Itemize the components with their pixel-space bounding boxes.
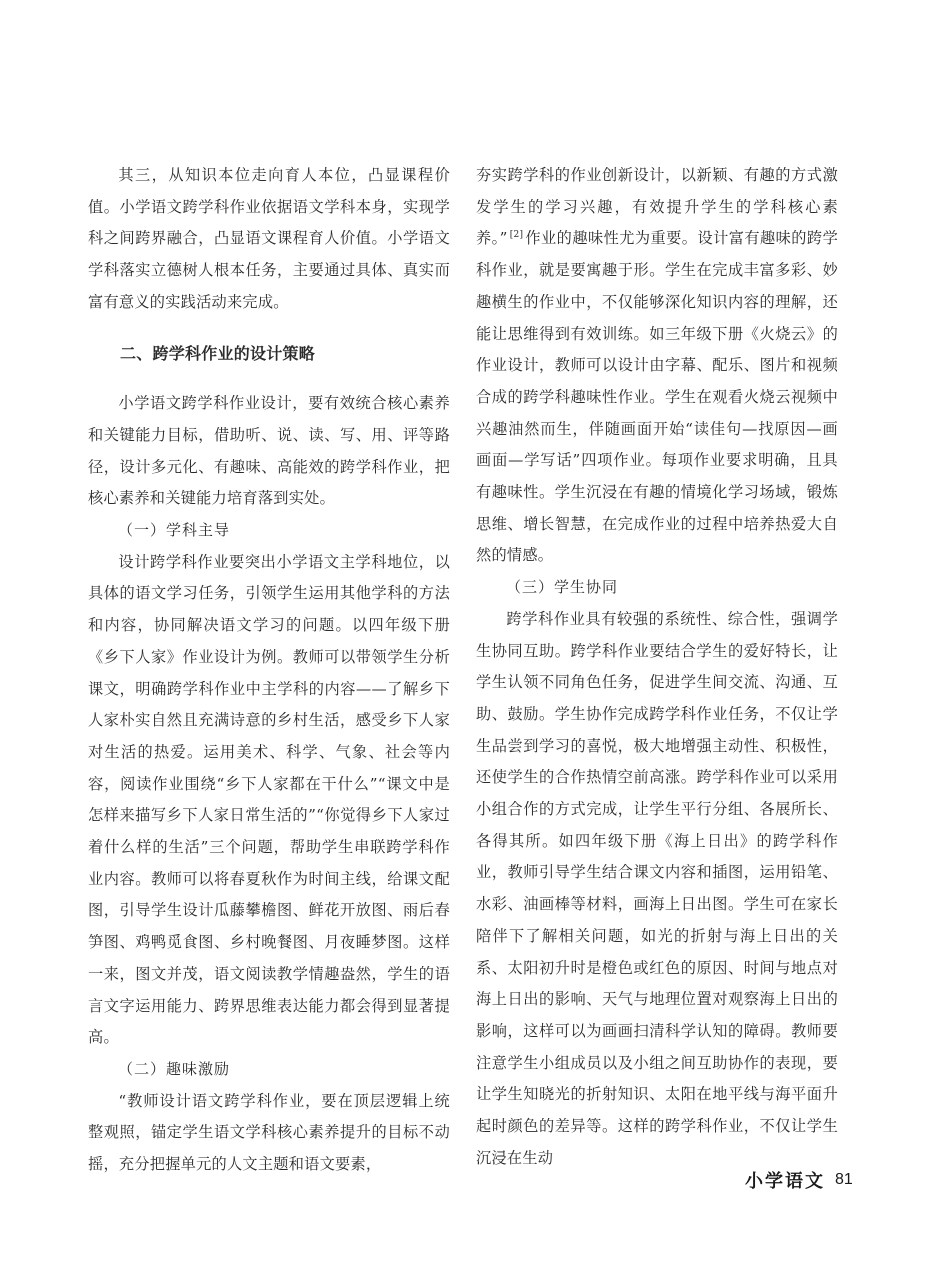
paragraph-interest-motivation-continued [476,160,838,572]
subheading-subject-led: （一）学科主导 [118,521,231,540]
text-after-reference: 作业的趣味性尤为重要。设计富有趣味的跨学科作业，就是要寓趣于形。学生在完成丰富多彩、妙趣横生的作业中，不仅能够深化知识内容的理解，还能让思维得到有效训练。如三年级下册《火烧云》的作业设计，教师可以设计由字幕、配乐、图片和视频合成的跨学科趣味性作业。学生在观看火烧云视频中兴趣油然而生，伴随画面开始“读佳句—找原因—画画面—学写话”四项作业。每项作业要求明确，且具有趣味性。学生沉浸在有趣的情境化学习场域，锻炼思维、增长智慧，在完成作业的过程中培养热爱大自然的情感。 [476,229,839,565]
right-column [476,160,838,1175]
paragraph-value-orientation: 其三，从知识本位走向育人本位，凸显课程价值。小学语文跨学科作业依据语文学科本身，实现学科之间跨界融合，凸显语文课程育人价值。小学语文学科落实立德树人根本任务，主要通过具体、真实而富有意义的实践活动来完成。 [88,166,450,311]
section-heading-design-strategy: 二、跨学科作业的设计策略 [120,343,316,363]
paragraph-subject-led: 设计跨学科作业要突出小学语文主学科地位，以具体的语文学习任务，引领学生运用其他学科的方法和内容，协同解决语文学习的问题。以四年级下册《乡下人家》作业设计为例。教师可以带领学生分析课文，明确跨学科作业中主学科的内容——了解乡下人家朴实自然且充满诗意的乡村生活，感受乡下人家对生活的热爱。运用美术、科学、气象、社会等内容，阅读作业围绕“乡下人家都在干什么”“课文中是怎样来描写乡下人家日常生活的”“你觉得乡下人家过着什么样的生活”三个问题，帮助学生串联跨学科作业内容。教师可以将春夏秋作为时间主线，给课文配图，引导学生设计瓜藤攀檐图、鲜花开放图、雨后春笋图、鸡鸭觅食图、乡村晚餐图、月夜睡梦图。这样一来，图文并茂，语文阅读教学情趣盎然，学生的语言文字运用能力、跨界思维表达能力都会得到显著提高。 [88,552,450,1047]
left-column [88,160,450,1181]
citation-reference: [2] [509,230,524,241]
text-before-reference: 夯实跨学科的作业创新设计，以新颖、有趣的方式激发学生的学习兴趣，有效提升学生的学科核心素养。” [476,166,838,248]
page-footer [745,1165,853,1195]
page-number: 81 [835,1171,853,1188]
journal-title: 小学语文 [745,1171,825,1192]
paragraph-student-collaboration: 跨学科作业具有较强的系统性、综合性，强调学生协同互助。跨学科作业要结合学生的爱好特长，让学生认领不同角色任务，促进学生间交流、沟通、互助、鼓励。学生协作完成跨学科作业任务，不仅让学生品尝到学习的喜悦，极大地增强主动性、积极性，还使学生的合作热情空前高涨。跨学科作业可以采用小组合作的方式完成，让学生平行分组、各展所长、各得其所。如四年级下册《海上日出》的跨学科作业，教师引导学生结合课文内容和插图，运用铅笔、水彩、油画棒等材料，画海上日出图。学生可在家长陪伴下了解相关问题，如光的折射与海上日出的关系、太阳初升时是橙色或红色的原因、时间与地点对海上日出的影响、天气与地理位置对观察海上日出的影响，这样可以为画画扫清科学认知的障碍。教师要注意学生小组成员以及小组之间互助协作的表现，要让学生知晓光的折射知识、太阳在地平线与海平面升起时颜色的差异等。这样的跨学科作业，不仅让学生沉浸在生动 [476,609,838,1167]
paragraph-interest-motivation-start: “教师设计语文跨学科作业，要在顶层逻辑上统整观照，锚定学生语文学科核心素养提升的目标不动摇，充分把握单元的人文主题和语文要素， [88,1091,450,1174]
subheading-student-collaboration: （三）学生协同 [506,578,619,597]
paragraph-strategy-intro: 小学语文跨学科作业设计，要有效统合核心素养和关键能力目标，借助听、说、读、写、用、评等路径，设计多元化、有趣味、高能效的跨学科作业，把核心素养和关键能力培育落到实处。 [88,394,450,508]
subheading-interest-motivation: （二）趣味激励 [118,1059,231,1078]
